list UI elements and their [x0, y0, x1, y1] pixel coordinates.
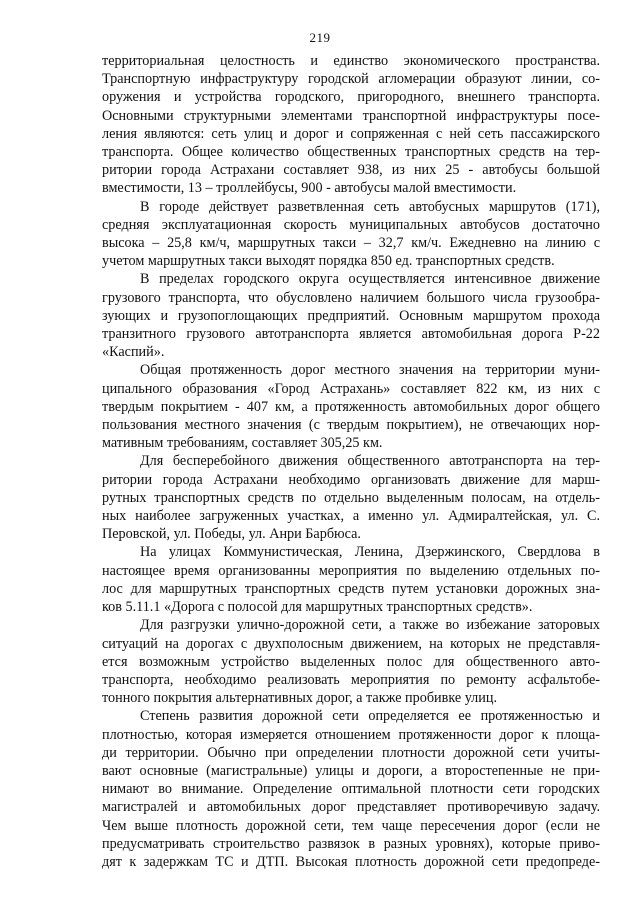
paragraph: [102, 543, 600, 616]
text-line: нимают во внимание. Определение оптимальной плотности сети городских: [102, 781, 600, 798]
text-line: транспорта, необходимо реализовать мероприятия по ремонту асфальтобе-: [102, 671, 600, 688]
text-line: вают основные (магистральные) улицы и дороги, а второстепенные не при-: [102, 762, 600, 779]
text-line: Транспортную инфраструктуру городской агломерации образуют линии, со-: [102, 71, 600, 88]
text-line: Перовской, ул. Победы, ул. Анри Барбюса.: [102, 526, 361, 543]
text-line: На улицах Коммунистическая, Ленина, Дзержинского, Свердлова в: [140, 544, 600, 561]
text-line: ди территории. Обычно при определении плотности дорожной сети учиты-: [102, 744, 600, 761]
text-line: лос для маршрутных транспортных средств путем установки дорожных зна-: [102, 580, 600, 597]
paragraph: [102, 52, 600, 198]
text-line: Для бесперебойного движения общественного автотранспорта на тер-: [140, 453, 600, 470]
text-line: грузового транспорта, что обусловлено наличием большого числа грузообра-: [102, 289, 600, 306]
text-line: «Каспий».: [102, 344, 165, 361]
text-line: ципального образования «Город Астрахань» составляет 822 км, из них с: [102, 380, 600, 397]
text-line: вместимости, 13 – троллейбусы, 900 - автобусы малой вместимости.: [102, 180, 517, 197]
text-line: настоящее время организованны мероприятия по выделению отдельных по-: [102, 562, 600, 579]
text-line: ситуаций на дорогах с двухполосным движением, на которых не представля-: [102, 635, 600, 652]
text-line: предусматривать строительство развязок в разных уровнях), которые приво-: [102, 835, 600, 852]
text-line: Основными структурными элементами транспортной инфраструктуры посе-: [102, 107, 600, 124]
text-line: пользования местного значения (с твердым покрытием), не отвечающих нор-: [102, 417, 600, 434]
page-number: 219: [309, 30, 331, 45]
text-line: ритории города Астрахани составляет 938, из них 25 - автобусы большой: [102, 162, 600, 179]
text-line: транспорта. Общее количество общественных транспортных средств на тер-: [102, 144, 600, 161]
paragraph: [102, 270, 600, 361]
text-line: оружения и устройства городского, пригородного, внешнего транспорта.: [102, 89, 600, 106]
text-line: твердым покрытием - 407 км, а протяженность автомобильных дорог общего: [102, 398, 600, 415]
text-line: зующих и грузопоглощающих предприятий. Основным маршрутом прохода: [102, 307, 600, 324]
text-line: дят к задержкам ТС и ДТП. Высокая плотность дорожной сети предопреде-: [102, 853, 600, 870]
paragraph: [102, 198, 600, 271]
text-line: учетом маршрутных такси выходят порядка 850 ед. транспортных средств.: [102, 253, 555, 270]
text-line: ритории города Астрахани необходимо организовать движение для марш-: [102, 471, 600, 488]
text-line: В городе действует разветвленная сеть автобусных маршрутов (171),: [140, 198, 600, 215]
text-line: ных наиболее загруженных участках, а именно ул. Адмиралтейская, ул. С.: [102, 508, 600, 525]
paragraph: [102, 361, 600, 452]
text-line: магистралей и автомобильных дорог представляет противоречивую задачу.: [102, 799, 600, 816]
text-line: плотностью, которая измеряется отношением протяженности дорог к площа-: [102, 726, 600, 743]
text-line: ления являются: сеть улиц и дорог и сопряженная с ней сеть пассажирского: [102, 125, 600, 142]
text-line: ется возможным устройство выделенных полос для общественного авто-: [102, 653, 600, 670]
text-line: рутных транспортных средств по отдельно выделенным полосам, на отдель-: [102, 489, 600, 506]
text-line: В пределах городского округа осуществляется интенсивное движение: [140, 271, 600, 288]
text-line: транзитного грузового автотранспорта является автомобильная дорога Р-22: [102, 326, 600, 343]
paragraph: [102, 707, 600, 871]
text-line: Чем выше плотность дорожной сети, тем чаще пересечения дорог (если не: [102, 817, 600, 834]
text-line: Для разгрузки улично-дорожной сети, а также во избежание заторовых: [140, 617, 600, 634]
text-line: средняя эксплуатационная скорость муниципальных автобусов достаточно: [102, 216, 600, 233]
text-line: территориальная целостность и единство экономического пространства.: [102, 53, 600, 69]
paragraph: [102, 616, 600, 707]
paragraph: [102, 452, 600, 543]
text-line: мативным требованиям, составляет 305,25 км.: [102, 435, 383, 452]
body-text: [102, 52, 600, 871]
text-line: Степень развития дорожной сети определяется ее протяженностью и: [140, 708, 600, 725]
text-line: Общая протяженность дорог местного значения на территории муни-: [140, 362, 600, 379]
text-line: высока – 25,8 км/ч, маршрутных такси – 32,7 км/ч. Ежедневно на линию с: [102, 235, 600, 252]
text-line: тонного покрытия альтернативных дорог, а также пробивке улиц.: [102, 690, 497, 707]
text-line: ков 5.11.1 «Дорога с полосой для маршрутных транспортных средств».: [102, 599, 533, 616]
